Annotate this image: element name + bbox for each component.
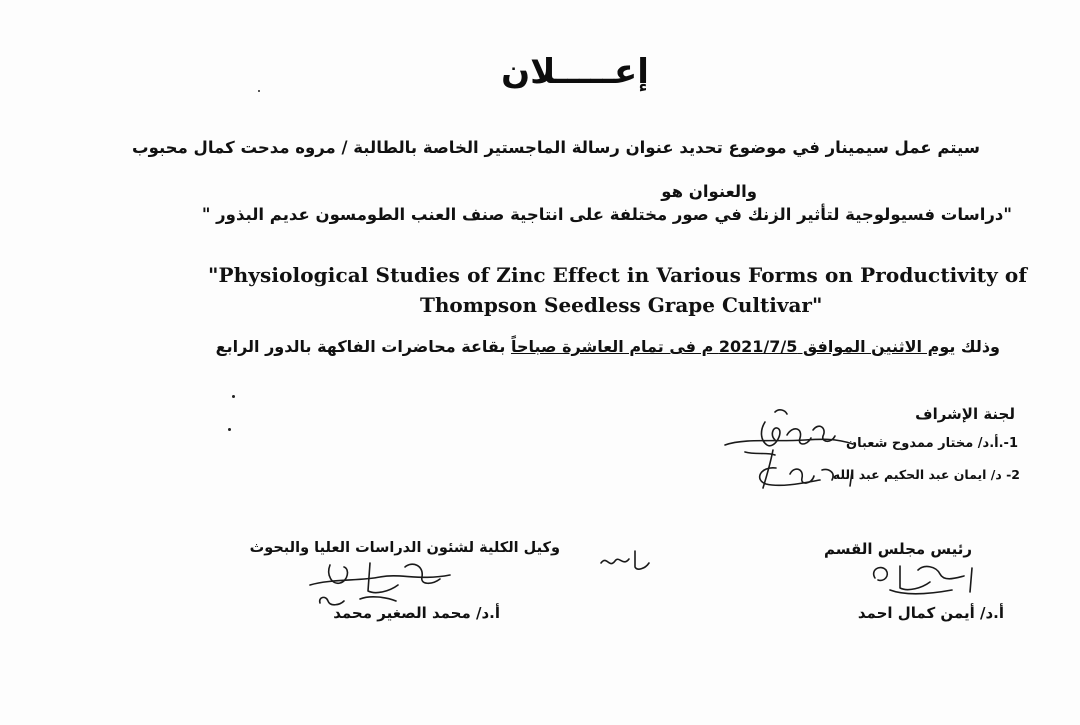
title-label: والعنوان هو <box>661 182 757 201</box>
english-thesis-title-line1: "Physiological Studies of Zinc Effect in Various Forms on Productivity of <box>208 263 1028 287</box>
details-date-time: يوم الاثنين الموافق 2021/7/5 م فى تمام العاشرة صباحاً <box>510 337 956 356</box>
initials-mark <box>595 545 655 575</box>
department-head-name: أ.د/ أيمن كمال احمد <box>857 604 1004 622</box>
vice-dean-title: وكيل الكلية لشئون الدراسات العليا والبحوث <box>249 540 560 556</box>
vice-dean-name: أ.د/ محمد الصغير محمد <box>333 604 500 622</box>
details-prefix: وذلك <box>955 337 1000 356</box>
arabic-thesis-title: "دراسات فسيولوجية لتأثير الزنك في صور مختلفة على انتاجية صنف العنب الطومسون عديم البذور " <box>201 205 1012 224</box>
supervision-committee-heading: لجنة الإشراف <box>915 405 1015 423</box>
stray-mark <box>228 428 231 431</box>
stray-mark <box>232 395 235 398</box>
supervisor-signature-2 <box>748 458 863 498</box>
department-head-signature <box>860 558 990 603</box>
announcement-title: إعـــــلان <box>501 52 649 92</box>
seminar-intro-line: سيتم عمل سيمينار في موضوع تحديد عنوان رسالة الماجستير الخاصة بالطالبة / مروه مدحت كمال محبوب <box>132 138 980 157</box>
seminar-details-line <box>216 337 1000 356</box>
details-location: بقاعة محاضرات الفاكهة بالدور الرابع <box>215 337 511 356</box>
committee-member-1: 1-.أ.د/ مختار ممدوح شعبان <box>846 436 1018 451</box>
department-head-title: رئيس مجلس القسم <box>823 540 972 558</box>
english-thesis-title-line2: Thompson Seedless Grape Cultivar" <box>420 293 823 317</box>
committee-member-2: 2- د/ ايمان عبد الحكيم عبد الله <box>832 467 1020 482</box>
stray-mark <box>258 90 260 92</box>
